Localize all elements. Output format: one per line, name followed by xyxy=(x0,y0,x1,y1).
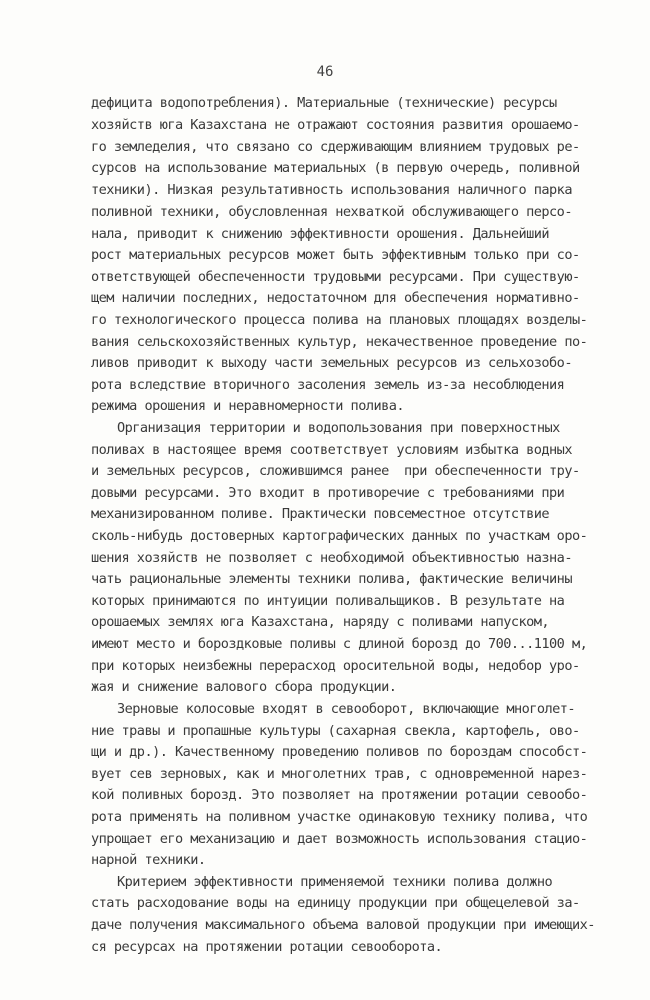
page-number: 46 xyxy=(316,64,334,80)
text-line: дефицита водопотребления). Материальные (технические) ресурсы xyxy=(91,95,557,111)
text-line: шения хозяйств не позволяет с необходимой объективностью назна- xyxy=(91,550,572,566)
text-line: Критерием эффективности применяемой техники полива должно xyxy=(117,874,553,890)
text-line: сурсов на использование материальных (в первую очередь, поливной xyxy=(91,160,580,176)
text-line: Зерновые колосовые входят в севооборот, включающие многолет- xyxy=(117,701,576,717)
text-line: и земельных ресурсов, сложившимся ранее при обеспеченности тру- xyxy=(91,463,580,479)
text-line: довыми ресурсами. Это входит в противоречие с требованиями при xyxy=(91,485,565,501)
text-line: го земледелия, что связано со сдерживающим влиянием трудовых ре- xyxy=(91,139,580,155)
text-line: которых принимаются по интуиции поливальщиков. В результате на xyxy=(91,593,565,609)
text-line: рота вследствие вторичного засоления земель из-за несоблюдения xyxy=(91,377,565,393)
text-line: поливах в настоящее время соответствует условиям избытка водных xyxy=(91,442,572,458)
text-line: имеют место и бороздковые поливы с длиной борозд до 700...1100 м, xyxy=(91,636,588,652)
text-line: нарной техники. xyxy=(91,852,206,868)
text-line: орошаемых землях юга Казахстана, наряду с поливами напуском, xyxy=(91,614,550,630)
text-line: стать расходование воды на единицу продукции при общецелевой за- xyxy=(91,895,580,911)
text-line: ответствующей обеспеченности трудовыми ресурсами. При существую- xyxy=(91,269,580,285)
text-line: ся ресурсах на протяжении ротации севооборота. xyxy=(91,939,443,955)
text-line: техники). Низкая результативность использования наличного парка xyxy=(91,182,572,198)
text-line: вует сев зерновых, как и многолетних трав, с одновременной нарез- xyxy=(91,766,588,782)
text-line: сколь-нибудь достоверных картографических данных по участкам оро- xyxy=(91,528,588,544)
text-line: нала, приводит к снижению эффективности орошения. Дальнейший xyxy=(91,226,550,242)
text-line: даче получения максимального объема валовой продукции при имеющих- xyxy=(91,917,595,933)
text-line: щи и др.). Качественному проведению поливов по бороздам способст- xyxy=(91,744,588,760)
text-line: го технологического процесса полива на плановых площадях возделы- xyxy=(91,312,588,328)
text-line: механизированном поливе. Практически повсеместное отсутствие xyxy=(91,506,550,522)
text-line: ние травы и пропашные культуры (сахарная свекла, картофель, ово- xyxy=(91,723,580,739)
text-line: щем наличии последних, недостаточном для обеспечения нормативно- xyxy=(91,290,580,306)
text-line: рост материальных ресурсов может быть эффективным только при со- xyxy=(91,247,580,263)
text-line: хозяйств юга Казахстана не отражают состояния развития орошаемо- xyxy=(91,117,580,133)
text-line: вания сельскохозяйственных культур, некачественное проведение по- xyxy=(91,334,588,350)
text-line: жая и снижение валового сбора продукции. xyxy=(91,679,397,695)
text-line: режима орошения и неравномерности полива. xyxy=(91,398,404,414)
text-line: поливной техники, обусловленная нехваткой обслуживающего персо- xyxy=(91,204,572,220)
text-line: при которых неизбежны перерасход оросительной воды, недобор уро- xyxy=(91,658,580,674)
text-line: упрощает его механизацию и дает возможность использования стацио- xyxy=(91,831,588,847)
text-line: кой поливных борозд. Это позволяет на протяжении ротации севообо- xyxy=(91,787,588,803)
text-line: чать рациональные элементы техники полива, фактические величины xyxy=(91,571,572,587)
text-line: Организация территории и водопользования при поверхностных xyxy=(117,420,560,436)
text-line: ливов приводит к выходу части земельных ресурсов из сельхозобо- xyxy=(91,355,572,371)
text-line: рота применять на поливном участке одинаковую технику полива, что xyxy=(91,809,588,825)
